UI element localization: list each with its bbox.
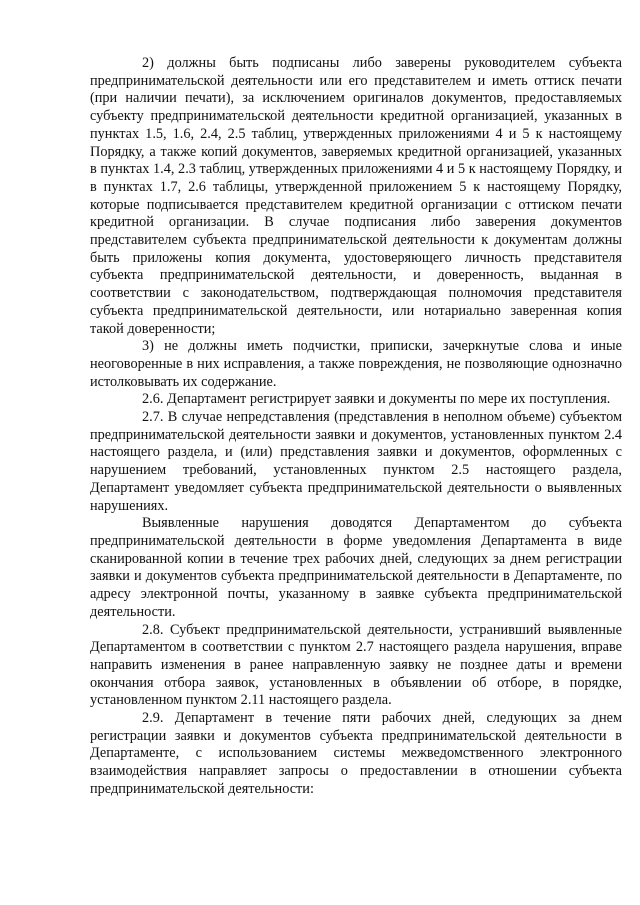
paragraph-2-8-corrections: 2.8. Субъект предпринимательской деятельности, устранивший выявленные Департаментом в соответствии с пунктом 2.7 настоящего раздела нарушения, вправе направить изменения в ранее направленную заявку не позднее даты и времени окончания отбора заявок, установленных в объявлении об отборе, в порядке, установленном пунктом 2.11 настоящего раздела.	[90, 621, 622, 709]
paragraph-2-9-requests: 2.9. Департамент в течение пяти рабочих дней, следующих за днем регистрации заявки и документов субъекта предпринимательской деятельности в Департаменте, с использованием системы межведомственного электронного взаимодействия направляет запросы о предоставлении в отношении субъекта предпринимательской деятельности:	[90, 710, 622, 797]
paragraph-2-7-non-submission: 2.7. В случае непредставления (представления в неполном объеме) субъектом предпринимательской деятельности заявки и документов, установленных пунктом 2.4 настоящего раздела, и (или) представления заявки и документов, оформленных с нарушением требований, установленных пунктом 2.5 настоящего раздела, Департамент уведомляет субъекта предпринимательской деятельности о выявленных нарушениях.	[90, 409, 622, 514]
paragraph-item-3-no-corrections: 3) не должны иметь подчистки, приписки, зачеркнутые слова и иные неоговоренные в них исправления, а также повреждения, не позволяющие однозначно истолковывать их содержание.	[90, 338, 622, 390]
document-page	[90, 55, 622, 799]
paragraph-2-6-registration: 2.6. Департамент регистрирует заявки и документы по мере их поступления.	[142, 391, 611, 408]
paragraph-item-2-signing: 2) должны быть подписаны либо заверены руководителем субъекта предпринимательской деятельности или его представителем и иметь оттиск печати (при наличии печати), за исключением оригиналов документов, предоставляемых субъекту предпринимательской деятельности кредитной организацией, указанных в пунктах 1.5, 1.6, 2.4, 2.5 таблиц, утвержденных приложениями 4 и 5 к настоящему Порядку, а также копий документов, заверяемых кредитной организацией, указанных в пунктах 1.4, 2.3 таблиц, утвержденных приложениями 4 и 5 к настоящему Порядку, и в пунктах 1.7, 2.6 таблицы, утвержденной приложением 5 к настоящему Порядку, которые подписывается представителем кредитной организации с оттиском печати кредитной организации. В случае подписания либо заверения документов представителем субъекта предпринимательской деятельности к документам должны быть приложены копия документа, удостоверяющего личность представителя субъекта предпринимательской деятельности, и доверенность, выданная в соответствии с законодательством, подтверждающая полномочия представителя субъекта предпринимательской деятельности, или нотариально заверенная копия такой доверенности;	[90, 55, 622, 337]
paragraph-violations-notice: Выявленные нарушения доводятся Департаментом до субъекта предпринимательской деятельности в форме уведомления Департамента в виде сканированной копии в течение трех рабочих дней, следующих за днем регистрации заявки и документов субъекта предпринимательской деятельности в Департаменте, по адресу электронной почты, указанному в заявке субъекта предпринимательской деятельности.	[90, 515, 622, 620]
